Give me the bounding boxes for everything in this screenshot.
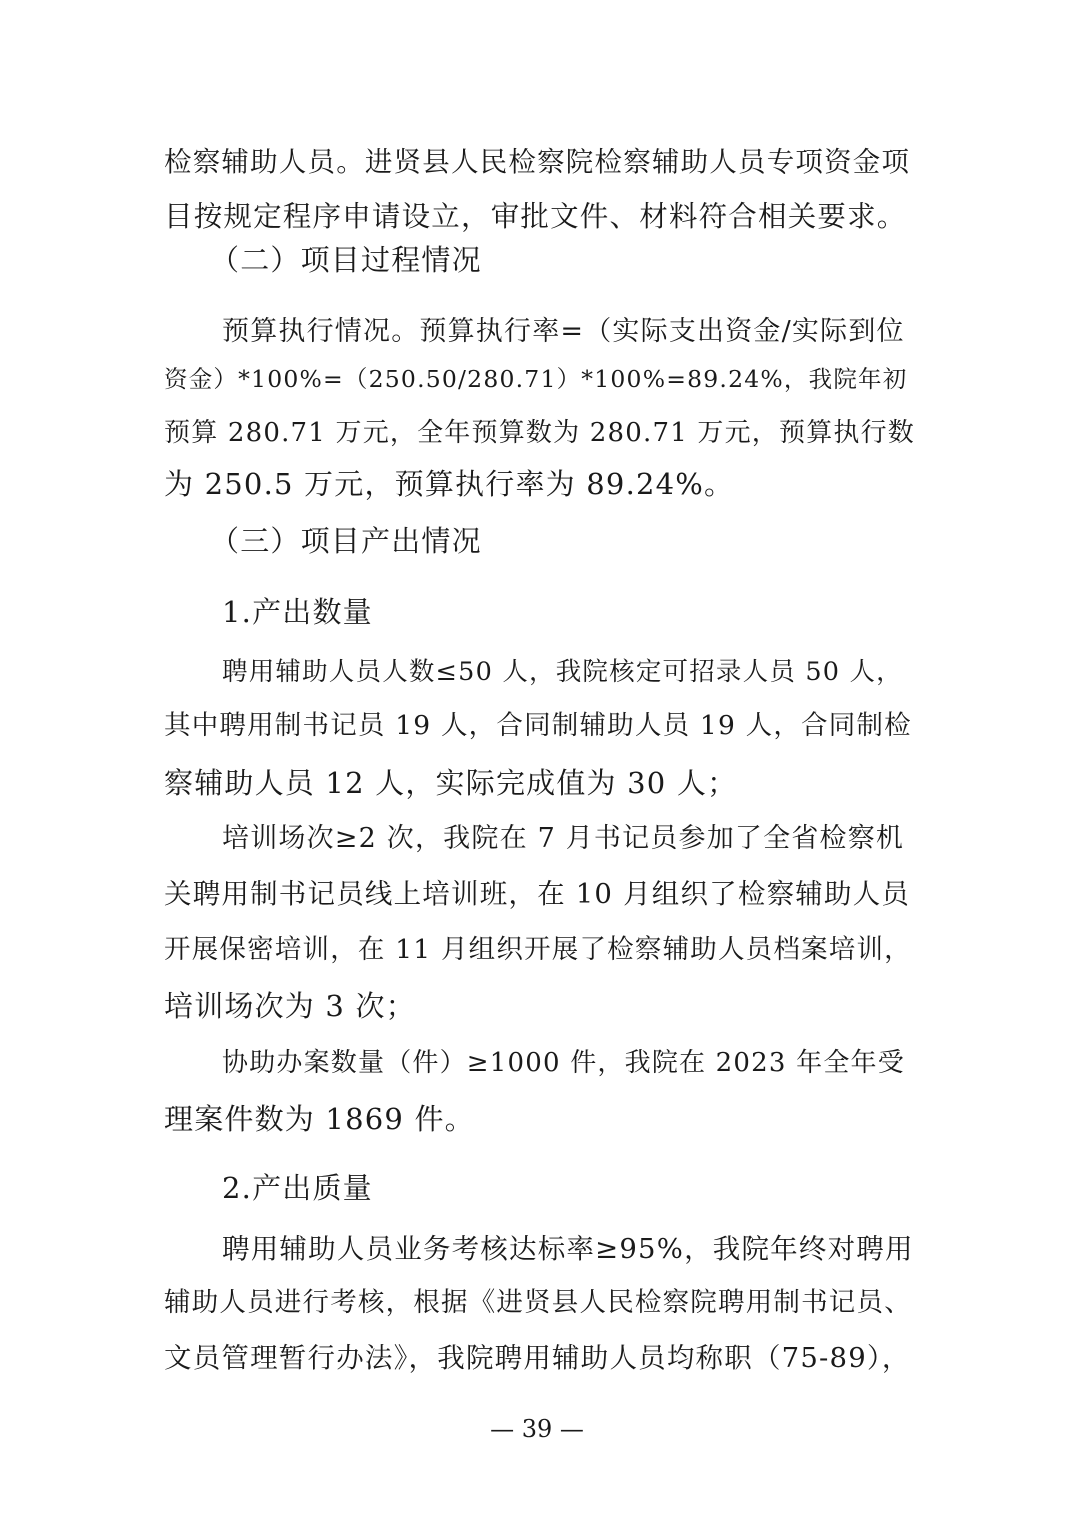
paragraph-line: 为 250.5 万元，预算执行率为 89.24%。 (164, 467, 735, 501)
paragraph-line: 聘用辅助人员人数≤50 人，我院核定可招录人员 50 人， (222, 657, 903, 687)
paragraph-line: 关聘用制书记员线上培训班，在 10 月组织了检察辅助人员 (164, 878, 911, 910)
paragraph-line: 预算执行情况。预算执行率=（实际支出资金/实际到位 (222, 316, 905, 347)
paragraph-line: 文员管理暂行办法》，我院聘用辅助人员均称职（75-89）， (164, 1342, 911, 1374)
paragraph-line: 理案件数为 1869 件。 (164, 1102, 475, 1136)
paragraph-line: 培训场次为 3 次； (164, 989, 416, 1023)
section-heading: （三）项目产出情况 (210, 524, 482, 558)
paragraph-line: 预算 280.71 万元，全年预算数为 280.71 万元，预算执行数 (164, 418, 916, 448)
subsection-heading: 1.产出数量 (222, 595, 373, 629)
paragraph-line: 资金）*100%=（250.50/280.71）*100%=89.24%，我院年初 (164, 365, 908, 393)
paragraph-line: 开展保密培训，在 11 月组织开展了检察辅助人员档案培训， (164, 934, 912, 965)
paragraph-line: 其中聘用制书记员 19 人，合同制辅助人员 19 人，合同制检 (164, 710, 912, 741)
paragraph-line: 辅助人员进行考核，根据《进贤县人民检察院聘用制书记员、 (164, 1287, 912, 1318)
paragraph-line: 聘用辅助人员业务考核达标率≥95%，我院年终对聘用 (222, 1233, 914, 1265)
paragraph-line: 协助办案数量（件）≥1000 件，我院在 2023 年全年受 (222, 1048, 905, 1078)
page-number: — 39 — (490, 1415, 584, 1443)
paragraph-line: 察辅助人员 12 人，实际完成值为 30 人； (164, 766, 738, 800)
paragraph-line: 培训场次≥2 次，我院在 7 月书记员参加了全省检察机 (222, 823, 905, 854)
subsection-heading: 2.产出质量 (222, 1171, 373, 1205)
paragraph-line: 检察辅助人员。进贤县人民检察院检察辅助人员专项资金项 (164, 146, 911, 178)
paragraph-line: 目按规定程序申请设立，审批文件、材料符合相关要求。 (164, 200, 907, 233)
section-heading: （二）项目过程情况 (210, 243, 482, 277)
